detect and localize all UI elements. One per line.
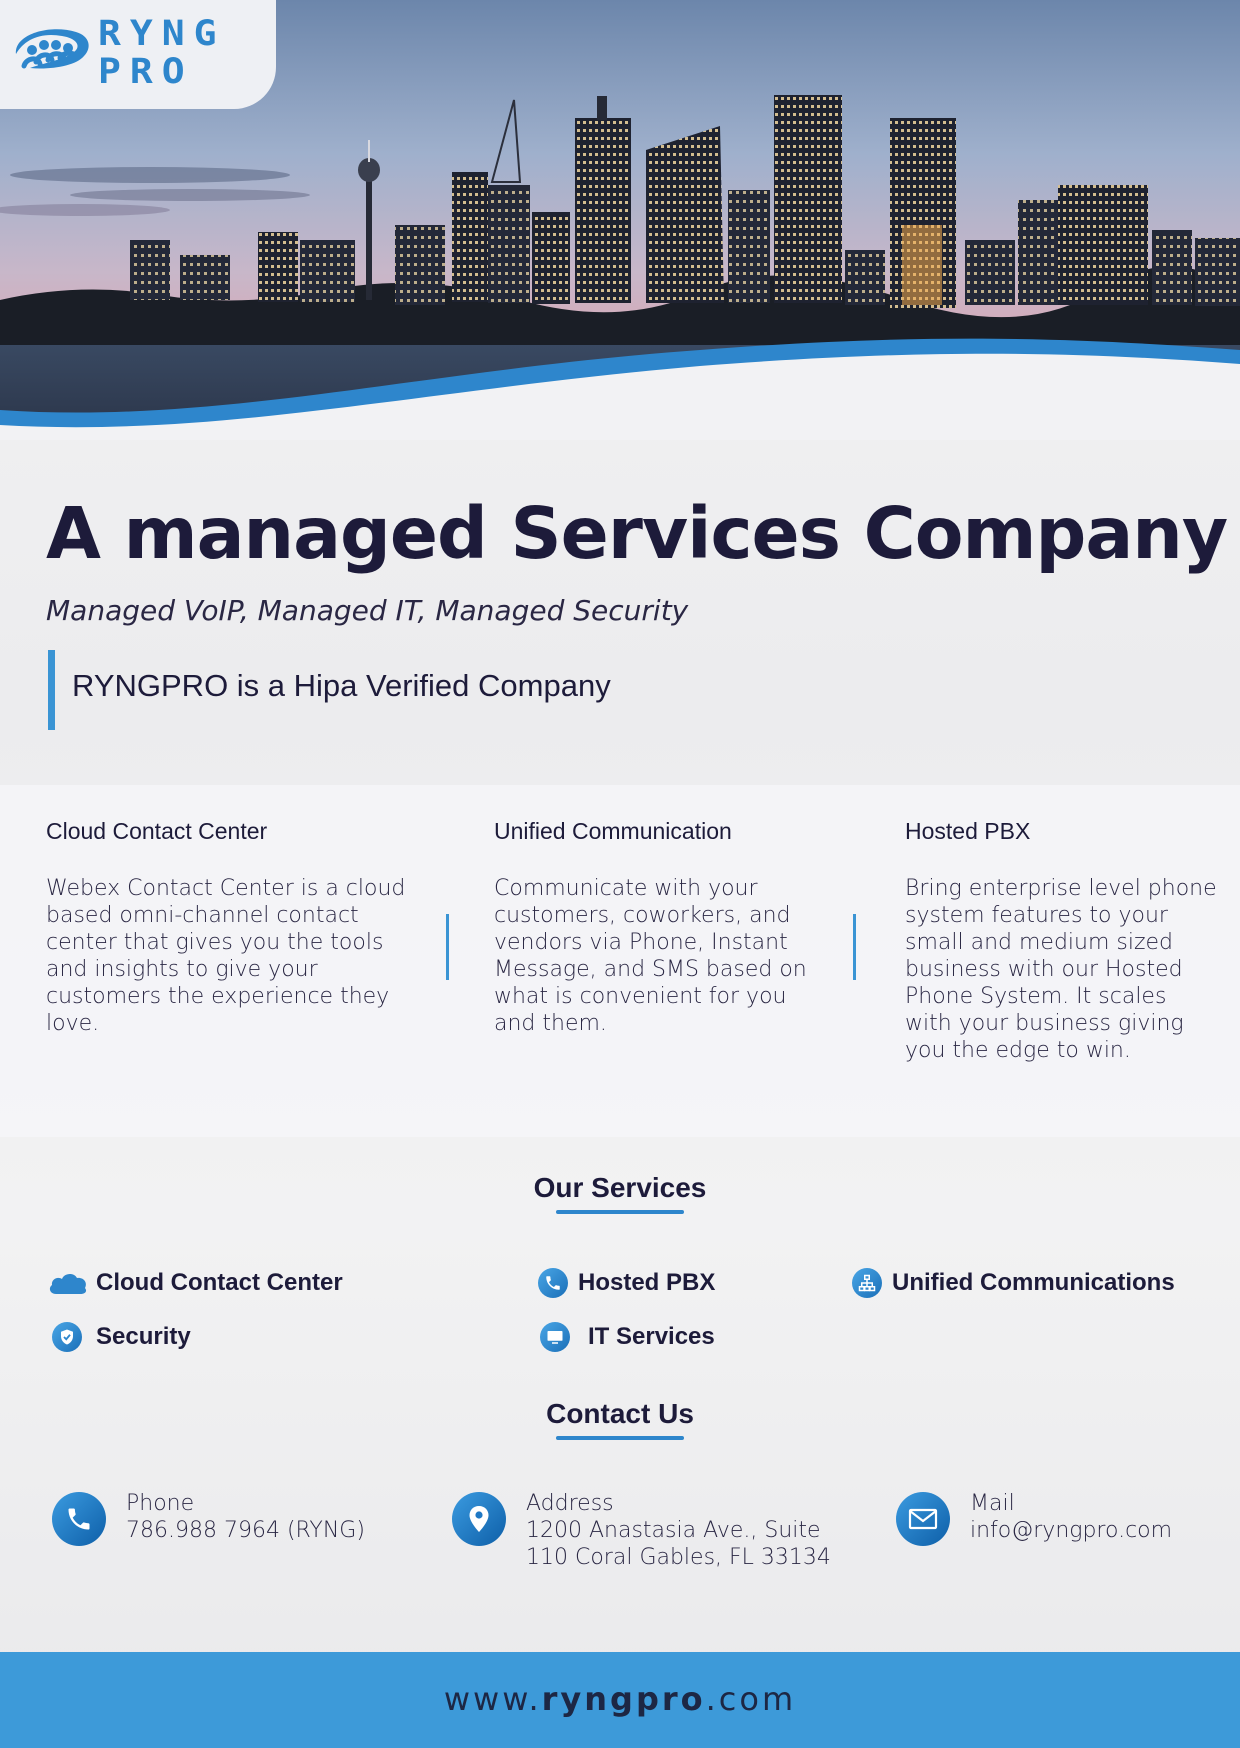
logo-text-line2: PRO — [98, 50, 194, 92]
service-item-cloud-contact-center[interactable] — [48, 1268, 343, 1298]
feature-description: Bring enterprise level phone system features to your small and medium sized business with our Hosted Phone System. It scales with your business giving you the edge to win. — [905, 876, 1217, 1063]
contact-label: Phone — [126, 1491, 195, 1516]
cloud-icon — [48, 1268, 88, 1298]
feature-cloud-contact-center — [46, 818, 426, 1037]
mail-icon — [896, 1492, 950, 1546]
url-prefix: www. — [443, 1680, 542, 1718]
phone-icon — [538, 1268, 568, 1298]
highlight-text: RYNGPRO is a Hipa Verified Company — [72, 668, 611, 703]
logo-wordmark — [98, 14, 226, 90]
email-address[interactable]: info@ryngpro.com — [970, 1518, 1173, 1543]
logo-icon — [10, 20, 92, 76]
services-heading: Our Services — [533, 1172, 707, 1203]
contact-heading-underline — [556, 1436, 684, 1440]
hero-banner — [0, 0, 1240, 440]
page-subtitle: Managed VoIP, Managed IT, Managed Security — [46, 594, 689, 627]
phone-icon — [52, 1492, 106, 1546]
contact-address[interactable] — [452, 1490, 831, 1571]
feature-description: Webex Contact Center is a cloud based omni-channel contact center that gives you the tools and insights to give your customers the experience they love. — [46, 876, 406, 1036]
contact-phone[interactable] — [52, 1490, 365, 1546]
feature-hosted-pbx — [905, 818, 1220, 1064]
contact-label: Mail — [970, 1491, 1015, 1516]
address-line-2: 110 Coral Gables, FL 33134 — [526, 1545, 831, 1570]
website-link[interactable] — [0, 1680, 1240, 1718]
logo-panel[interactable] — [0, 0, 276, 109]
feature-divider — [446, 914, 449, 980]
service-label: Unified Communications — [892, 1269, 1175, 1296]
service-label: Hosted PBX — [578, 1269, 716, 1296]
feature-description: Communicate with your customers, coworkers, and vendors via Phone, Instant Message, and SMS based on what is convenient for you and them. — [494, 876, 807, 1036]
service-label: IT Services — [588, 1323, 715, 1350]
contact-label: Address — [526, 1491, 614, 1516]
logo-text-line1: RYNG — [98, 12, 226, 54]
service-item-hosted-pbx[interactable] — [538, 1268, 715, 1298]
highlight-accent-bar — [48, 650, 55, 730]
shield-icon — [52, 1322, 82, 1352]
phone-number[interactable]: 786.988 7964 (RYNG) — [126, 1518, 365, 1543]
service-label: Cloud Contact Center — [96, 1269, 343, 1296]
service-item-security[interactable] — [52, 1322, 191, 1352]
contact-mail[interactable] — [896, 1490, 1172, 1546]
service-item-unified-communications[interactable] — [852, 1268, 1175, 1298]
url-suffix: .com — [705, 1680, 797, 1718]
contact-heading: Contact Us — [546, 1398, 694, 1429]
location-pin-icon — [452, 1492, 506, 1546]
service-item-it-services[interactable] — [540, 1322, 715, 1352]
services-heading-underline — [556, 1210, 684, 1214]
feature-title: Unified Communication — [494, 818, 732, 844]
network-icon — [852, 1268, 882, 1298]
feature-unified-communication — [494, 818, 834, 1037]
feature-title: Cloud Contact Center — [46, 818, 268, 844]
monitor-icon — [540, 1322, 570, 1352]
feature-divider — [853, 914, 856, 980]
page-title: A managed Services Company — [46, 492, 1228, 575]
service-label: Security — [96, 1323, 191, 1350]
address-line-1: 1200 Anastasia Ave., Suite — [526, 1518, 821, 1543]
footer-bar — [0, 1652, 1240, 1748]
url-domain: ryngpro — [541, 1680, 706, 1718]
feature-title: Hosted PBX — [905, 818, 1031, 844]
